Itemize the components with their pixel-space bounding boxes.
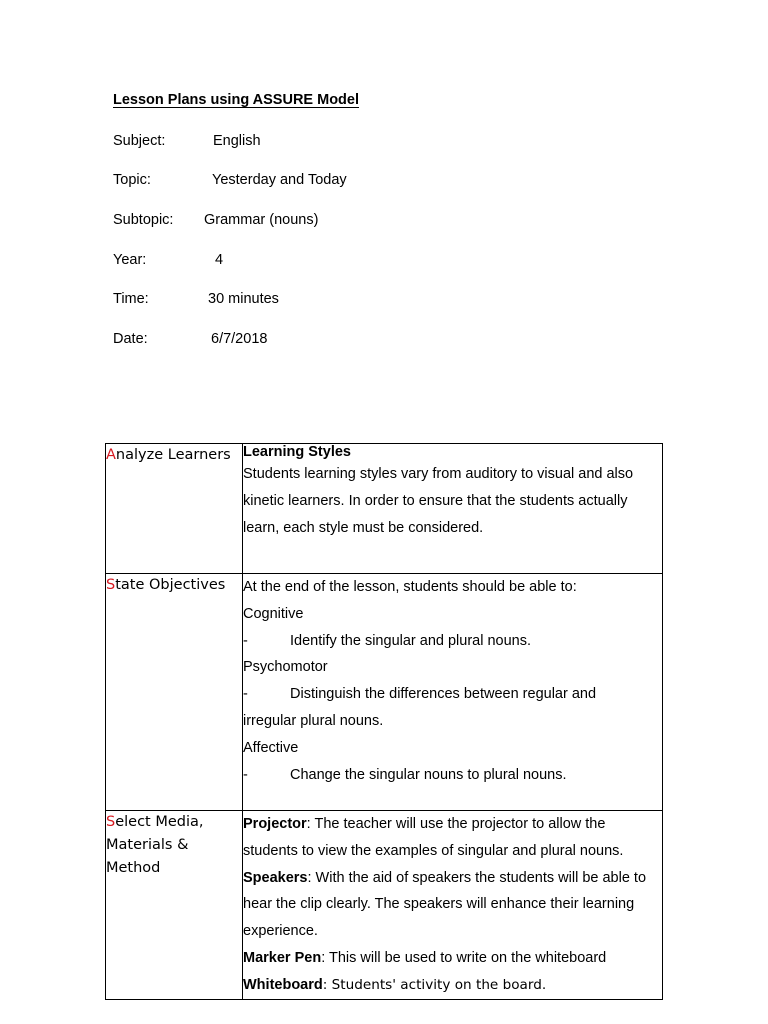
dash: -	[243, 686, 248, 703]
meta-label: Time:	[113, 291, 149, 307]
meta-label: Subtopic:	[113, 212, 174, 228]
stage-select-media	[106, 811, 243, 1000]
stage-label: tate Objectives	[115, 577, 226, 593]
table-row	[106, 574, 663, 811]
objective-text: Identify the singular and plural nouns.	[290, 632, 532, 649]
meta-value: English	[213, 133, 261, 149]
stage-initial: A	[106, 447, 116, 463]
media-desc: : The teacher will use the projector to allow the students to view the examples of singular and plural nouns.	[243, 816, 624, 859]
list-item	[243, 811, 662, 865]
list-item	[243, 972, 662, 999]
media-term: Speakers	[243, 869, 308, 886]
dash: -	[243, 766, 248, 783]
stage-content	[243, 574, 663, 811]
media-desc: : With the aid of speakers the students will be able to hear the clip clearly. The speakers will enhance their learning experience.	[243, 869, 647, 940]
list-item	[243, 681, 662, 708]
dash: -	[243, 632, 248, 649]
list-item	[243, 945, 662, 972]
meta-value: Grammar (nouns)	[204, 212, 319, 228]
domain-label: Cognitive	[243, 605, 304, 622]
document-title: Lesson Plans using ASSURE Model	[113, 92, 360, 108]
domain-label: Psychomotor	[243, 659, 328, 676]
table-row	[106, 444, 663, 574]
stage-initial: S	[106, 577, 116, 593]
assure-table	[105, 443, 663, 1000]
domain-label: Affective	[243, 739, 299, 756]
stage-initial: S	[106, 814, 116, 830]
meta-value: 30 minutes	[208, 291, 279, 307]
stage-state-objectives	[106, 574, 243, 811]
list-item	[243, 865, 662, 945]
objective-text: Change the singular nouns to plural nouns.	[290, 766, 567, 783]
list-item	[243, 628, 662, 655]
meta-label: Topic:	[113, 172, 151, 188]
section-heading: Learning Styles	[243, 444, 351, 460]
stage-label: nalyze Learners	[115, 447, 231, 463]
objective-text: Distinguish the differences between regular and	[290, 686, 597, 703]
meta-value: 4	[215, 252, 224, 268]
table-row	[106, 811, 663, 1000]
meta-label: Year:	[113, 252, 147, 268]
meta-label: Date:	[113, 331, 148, 347]
paragraph: Students learning styles vary from auditory to visual and also kinetic learners. In order to ensure that the students actually learn, each style must be considered.	[243, 466, 634, 536]
stage-content	[243, 444, 663, 574]
meta-value: 6/7/2018	[211, 331, 268, 347]
stage-analyze-learners	[106, 444, 243, 574]
stage-label: elect Media, Materials & Method	[106, 814, 204, 876]
media-term: Marker Pen	[243, 949, 322, 966]
media-desc: : Students' activity on the board.	[322, 976, 547, 993]
media-desc: : This will be used to write on the whiteboard	[321, 949, 607, 966]
media-term: Whiteboard	[243, 976, 323, 993]
objective-continuation: irregular plural nouns.	[243, 712, 384, 729]
stage-content	[243, 811, 663, 1000]
list-item	[243, 762, 662, 789]
paragraph: At the end of the lesson, students should be able to:	[243, 579, 577, 595]
media-term: Projector	[243, 816, 307, 832]
meta-label: Subject:	[113, 133, 166, 149]
meta-value: Yesterday and Today	[212, 172, 347, 188]
